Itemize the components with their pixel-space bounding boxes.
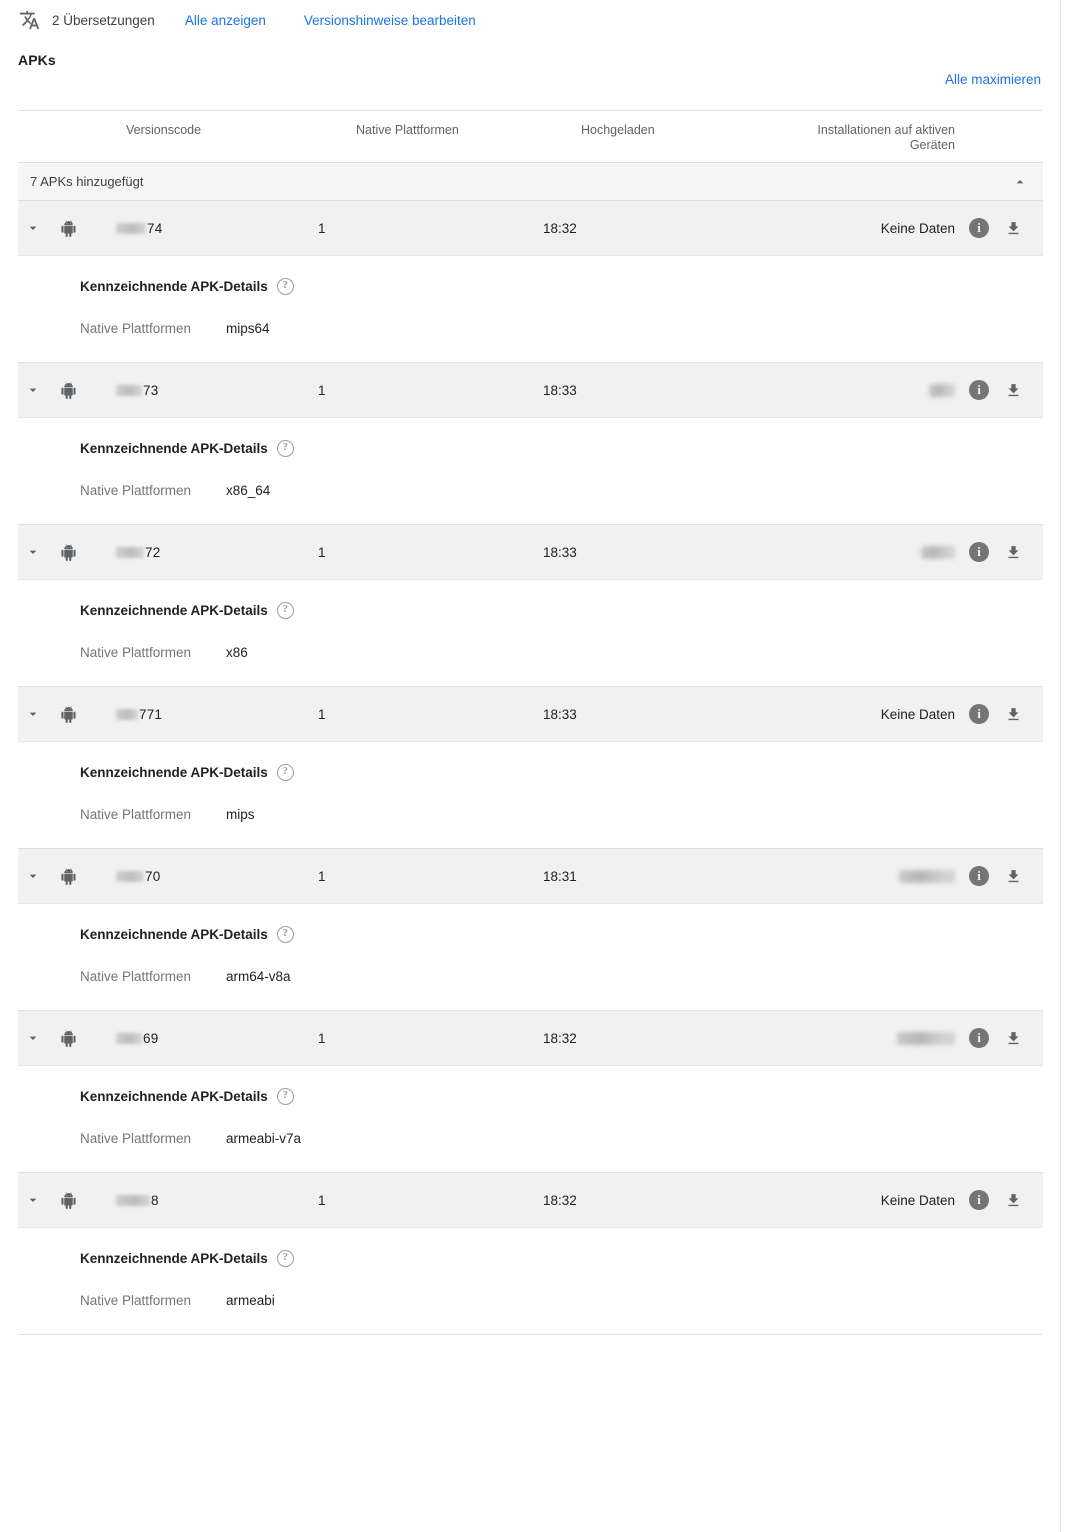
table-row[interactable] xyxy=(18,363,1043,418)
download-icon[interactable] xyxy=(1003,1190,1023,1210)
version-code-cell xyxy=(88,545,318,560)
header-native-platforms: Native Plattformen xyxy=(356,123,459,137)
version-code-value: 74 xyxy=(147,220,163,236)
translations-count: 2 Übersetzungen xyxy=(52,12,155,28)
chevron-down-icon[interactable] xyxy=(18,868,48,884)
header-installs: Installationen auf aktiven Geräten xyxy=(817,123,955,152)
installs-value xyxy=(773,1028,959,1048)
row-actions xyxy=(959,542,1043,562)
help-icon[interactable]: ? xyxy=(277,440,294,457)
info-icon[interactable]: i xyxy=(969,380,989,400)
redacted-version-prefix xyxy=(116,547,144,558)
uploaded-time: 18:33 xyxy=(543,706,577,722)
expand-all-link[interactable]: Alle maximieren xyxy=(944,72,1041,87)
installs-value: Keine Daten xyxy=(880,1192,955,1208)
apk-detail-panel xyxy=(18,256,1043,363)
version-code-value: 771 xyxy=(139,706,163,722)
download-icon[interactable] xyxy=(1003,218,1023,238)
android-icon xyxy=(48,1191,88,1210)
apk-detail-title-text: Kennzeichnende APK-Details xyxy=(80,441,268,456)
download-icon[interactable] xyxy=(1003,866,1023,886)
apk-detail-panel xyxy=(18,580,1043,687)
apk-detail-key: Native Plattformen xyxy=(80,969,192,984)
redacted-installs xyxy=(897,1032,955,1045)
android-icon xyxy=(48,705,88,724)
apks-table xyxy=(18,110,1043,1335)
apk-detail-title-text: Kennzeichnende APK-Details xyxy=(80,603,268,618)
apk-detail-key: Native Plattformen xyxy=(80,807,192,822)
apk-detail-panel xyxy=(18,1228,1043,1335)
help-icon[interactable]: ? xyxy=(277,1250,294,1267)
apk-detail-title xyxy=(18,602,1043,619)
version-code-cell xyxy=(88,707,318,722)
version-code-cell xyxy=(88,383,318,398)
apk-group-label: 7 APKs hinzugefügt xyxy=(30,174,144,189)
installs-value xyxy=(773,542,959,562)
apk-detail-row xyxy=(18,1293,1043,1308)
page-right-gutter xyxy=(1060,0,1081,1532)
apk-detail-row xyxy=(18,645,1043,660)
redacted-version-prefix xyxy=(116,871,144,882)
apk-detail-row xyxy=(18,969,1043,984)
table-row[interactable] xyxy=(18,1173,1043,1228)
help-icon[interactable]: ? xyxy=(277,278,294,295)
apk-detail-title-text: Kennzeichnende APK-Details xyxy=(80,927,268,942)
android-icon xyxy=(48,1029,88,1048)
info-icon[interactable]: i xyxy=(969,542,989,562)
version-code-value: 72 xyxy=(145,544,161,560)
native-platforms-count: 1 xyxy=(318,220,326,236)
chevron-down-icon[interactable] xyxy=(18,382,48,398)
info-icon[interactable]: i xyxy=(969,1190,989,1210)
version-code-cell xyxy=(88,1193,318,1208)
row-actions xyxy=(959,1190,1043,1210)
version-code-cell xyxy=(88,221,318,236)
apk-detail-value: armeabi-v7a xyxy=(226,1131,302,1146)
chevron-down-icon[interactable] xyxy=(18,706,48,722)
chevron-up-icon[interactable] xyxy=(1011,173,1029,191)
translations-bar xyxy=(0,0,1061,40)
table-row[interactable] xyxy=(18,525,1043,580)
version-code-value: 8 xyxy=(151,1192,159,1208)
apk-detail-value: mips64 xyxy=(226,321,270,336)
version-code-cell xyxy=(88,1031,318,1046)
apk-detail-key: Native Plattformen xyxy=(80,321,192,336)
row-actions xyxy=(959,380,1043,400)
apk-detail-title xyxy=(18,1088,1043,1105)
redacted-installs xyxy=(921,546,955,559)
download-icon[interactable] xyxy=(1003,542,1023,562)
table-row[interactable] xyxy=(18,687,1043,742)
row-actions xyxy=(959,1028,1043,1048)
version-code-cell xyxy=(88,869,318,884)
translate-icon xyxy=(18,8,42,32)
apk-detail-row xyxy=(18,483,1043,498)
native-platforms-count: 1 xyxy=(318,706,326,722)
apk-detail-row xyxy=(18,321,1043,336)
redacted-version-prefix xyxy=(116,709,138,720)
uploaded-time: 18:32 xyxy=(543,1192,577,1208)
apk-detail-value: mips xyxy=(226,807,255,822)
apk-detail-title xyxy=(18,764,1043,781)
android-icon xyxy=(48,219,88,238)
installs-value: Keine Daten xyxy=(880,706,955,722)
table-row[interactable] xyxy=(18,201,1043,256)
header-uploaded: Hochgeladen xyxy=(581,123,655,137)
download-icon[interactable] xyxy=(1003,704,1023,724)
native-platforms-count: 1 xyxy=(318,1192,326,1208)
native-platforms-count: 1 xyxy=(318,1030,326,1046)
native-platforms-count: 1 xyxy=(318,382,326,398)
help-icon[interactable]: ? xyxy=(277,926,294,943)
apk-detail-row xyxy=(18,807,1043,822)
redacted-version-prefix xyxy=(116,223,146,234)
redacted-version-prefix xyxy=(116,385,142,396)
uploaded-time: 18:32 xyxy=(543,220,577,236)
row-actions xyxy=(959,218,1043,238)
row-actions xyxy=(959,866,1043,886)
uploaded-time: 18:33 xyxy=(543,382,577,398)
apk-detail-panel xyxy=(18,1066,1043,1173)
redacted-installs xyxy=(929,384,955,397)
info-icon[interactable]: i xyxy=(969,1028,989,1048)
apk-detail-panel xyxy=(18,418,1043,525)
table-row[interactable] xyxy=(18,849,1043,904)
page-title: APKs xyxy=(18,52,56,68)
download-icon[interactable] xyxy=(1003,380,1023,400)
apk-detail-row xyxy=(18,1131,1043,1146)
header-version-code: Versionscode xyxy=(126,123,202,137)
help-icon[interactable]: ? xyxy=(277,764,294,781)
uploaded-time: 18:31 xyxy=(543,868,577,884)
native-platforms-count: 1 xyxy=(318,868,326,884)
installs-value xyxy=(773,866,959,886)
apk-detail-value: x86 xyxy=(226,645,248,660)
apk-detail-title-text: Kennzeichnende APK-Details xyxy=(80,279,268,294)
apk-detail-value: armeabi xyxy=(226,1293,275,1308)
apk-detail-title xyxy=(18,278,1043,295)
info-icon[interactable]: i xyxy=(969,218,989,238)
apk-detail-value: arm64-v8a xyxy=(226,969,291,984)
apk-detail-key: Native Plattformen xyxy=(80,1131,192,1146)
apk-group-row[interactable] xyxy=(18,163,1043,201)
apk-detail-title-text: Kennzeichnende APK-Details xyxy=(80,1089,268,1104)
version-code-value: 73 xyxy=(143,382,159,398)
apk-detail-key: Native Plattformen xyxy=(80,1293,192,1308)
redacted-version-prefix xyxy=(116,1033,142,1044)
version-code-value: 69 xyxy=(143,1030,159,1046)
help-icon[interactable]: ? xyxy=(277,1088,294,1105)
chevron-down-icon[interactable] xyxy=(18,1030,48,1046)
table-header-row xyxy=(18,111,1043,163)
expand-all-row xyxy=(0,68,1061,100)
table-row[interactable] xyxy=(18,1011,1043,1066)
apk-detail-title-text: Kennzeichnende APK-Details xyxy=(80,765,268,780)
download-icon[interactable] xyxy=(1003,1028,1023,1048)
apk-detail-title xyxy=(18,1250,1043,1267)
android-icon xyxy=(48,867,88,886)
apk-detail-title xyxy=(18,440,1043,457)
apk-detail-panel xyxy=(18,904,1043,1011)
native-platforms-count: 1 xyxy=(318,544,326,560)
apk-detail-title xyxy=(18,926,1043,943)
help-icon[interactable]: ? xyxy=(277,602,294,619)
uploaded-time: 18:33 xyxy=(543,544,577,560)
version-code-value: 70 xyxy=(145,868,161,884)
apk-detail-panel xyxy=(18,742,1043,849)
show-all-translations-link[interactable]: Alle anzeigen xyxy=(184,12,266,28)
redacted-version-prefix xyxy=(116,1195,150,1206)
android-icon xyxy=(48,381,88,400)
apk-detail-key: Native Plattformen xyxy=(80,645,192,660)
apk-detail-value: x86_64 xyxy=(226,483,271,498)
chevron-down-icon[interactable] xyxy=(18,1192,48,1208)
installs-value xyxy=(773,380,959,400)
info-icon[interactable]: i xyxy=(969,704,989,724)
chevron-down-icon[interactable] xyxy=(18,220,48,236)
android-icon xyxy=(48,543,88,562)
redacted-installs xyxy=(899,870,955,883)
installs-value: Keine Daten xyxy=(880,220,955,236)
chevron-down-icon[interactable] xyxy=(18,544,48,560)
row-actions xyxy=(959,704,1043,724)
info-icon[interactable]: i xyxy=(969,866,989,886)
apk-detail-title-text: Kennzeichnende APK-Details xyxy=(80,1251,268,1266)
apk-detail-key: Native Plattformen xyxy=(80,483,192,498)
uploaded-time: 18:32 xyxy=(543,1030,577,1046)
edit-release-notes-link[interactable]: Versionshinweise bearbeiten xyxy=(303,12,476,28)
